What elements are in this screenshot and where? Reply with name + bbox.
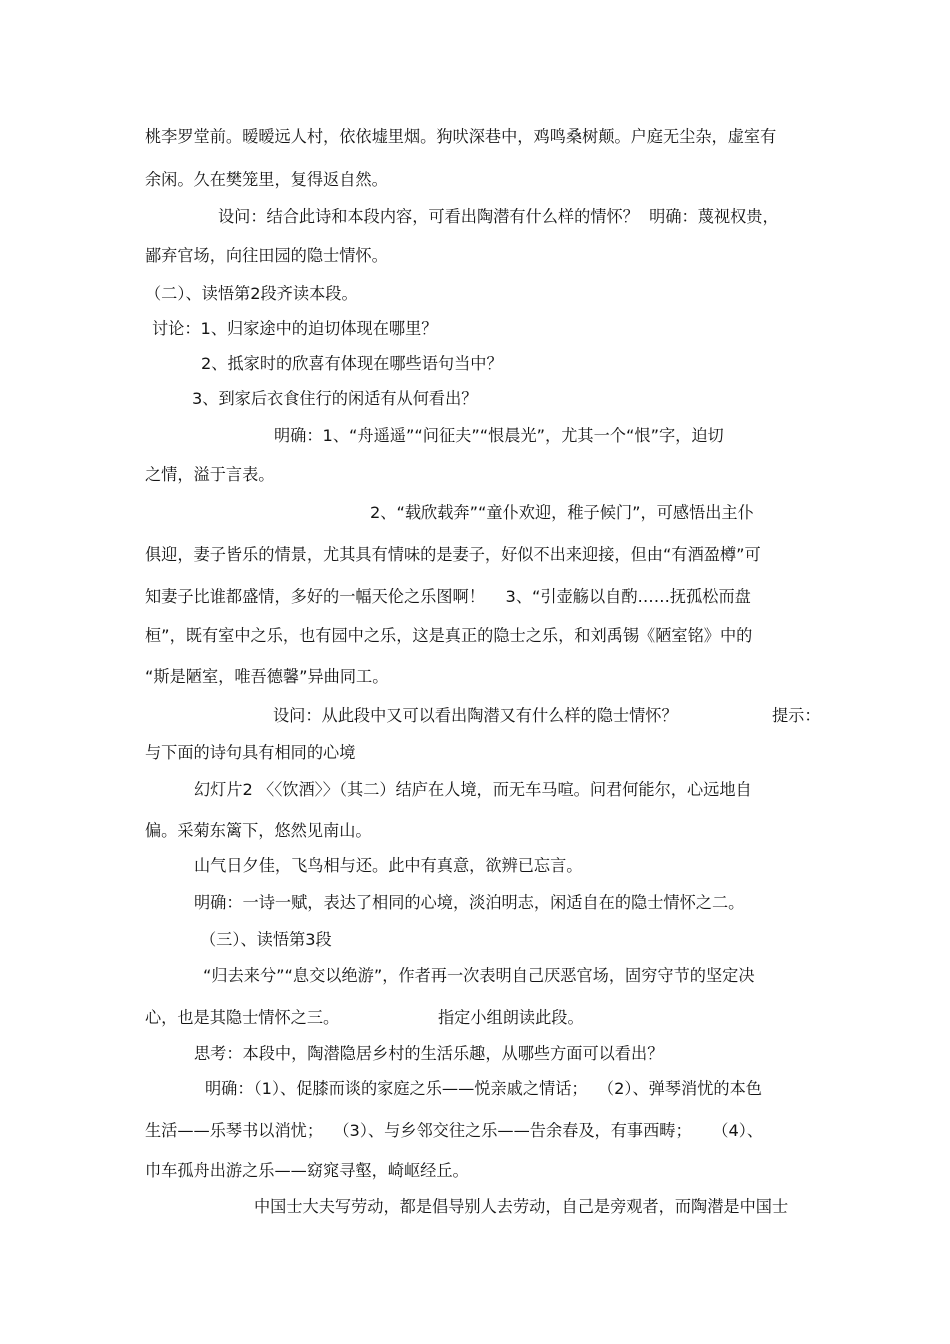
text-line: 知妻子比谁都盛情，多好的一幅天伦之乐图啊！ 3、“引壶觞以自酌……抚孤松而盘	[145, 587, 751, 606]
text-line: 2、抵家时的欣喜有体现在哪些语句当中？	[201, 354, 503, 373]
text-line: 桓”，既有室中之乐，也有园中之乐，这是真正的隐士之乐，和刘禹锡《陋室铭》中的	[145, 626, 753, 645]
text-line: 讨论：1、归家途中的迫切体现在哪里？	[152, 319, 438, 338]
text-line: 提示：	[772, 706, 821, 725]
text-line: 桃李罗堂前。暧暧远人村，依依墟里烟。狗吠深巷中，鸡鸣桑树颠。户庭无尘杂，虚室有	[145, 127, 777, 146]
text-line: “归去来兮”“息交以绝游”，作者再一次表明自己厌恶官场，固穷守节的坚定决	[203, 966, 755, 985]
text-line: 设问：从此段中又可以看出陶潜又有什么样的隐士情怀？	[273, 706, 678, 725]
text-line: 山气日夕佳，飞鸟相与还。此中有真意，欲辨已忘言。	[194, 856, 583, 875]
text-line: 明确：一诗一赋，表达了相同的心境，淡泊明志，闲适自在的隐士情怀之二。	[194, 893, 745, 912]
section-heading: （三）、读悟第3段	[200, 930, 332, 949]
text-line: “斯是陋室，唯吾德馨”异曲同工。	[145, 667, 389, 686]
text-line: 幻灯片2 〈〈饮酒〉〉（其二）结庐在人境，而无车马喧。问君何能尔，心远地自	[194, 780, 752, 799]
text-line: 中国士大夫写劳动，都是倡导别人去劳动，自己是旁观者，而陶潜是中国士	[254, 1197, 789, 1216]
text-line: 3、到家后衣食住行的闲适有从何看出？	[192, 389, 478, 408]
text-line: 鄙弃官场，向往田园的隐士情怀。	[145, 246, 388, 265]
text-line: 思考：本段中，陶潜隐居乡村的生活乐趣，从哪些方面可以看出？	[194, 1044, 664, 1063]
text-line: 明确：1、“舟遥遥”“问征夫”“恨晨光”，尤其一个“恨”字，迫切	[274, 426, 724, 445]
text-line: 2、“载欣载奔”“童仆欢迎，稚子候门”，可感悟出主仆	[370, 503, 754, 522]
section-heading: （二）、读悟第2段齐读本段。	[145, 284, 358, 303]
text-line: 明确：（1）、促膝而谈的家庭之乐——悦亲戚之情话； （2）、弹琴消忧的本色	[205, 1079, 762, 1098]
text-line: 巾车孤舟出游之乐——窈窕寻壑，崎岖经丘。	[145, 1161, 469, 1180]
text-line: 生活——乐琴书以消忧； （3）、与乡邻交往之乐——告余春及，有事西畴； （4）、	[145, 1121, 764, 1140]
text-line: 之情，溢于言表。	[145, 465, 275, 484]
text-line: 心，也是其隐士情怀之三。	[145, 1008, 340, 1027]
text-line: 与下面的诗句具有相同的心境	[145, 743, 356, 762]
text-line: 俱迎，妻子皆乐的情景，尤其具有情味的是妻子，好似不出来迎接，但由“有酒盈樽”可	[145, 545, 761, 564]
text-line: 指定小组朗读此段。	[438, 1008, 584, 1027]
text-line: 设问：结合此诗和本段内容，可看出陶潜有什么样的情怀？ 明确：蔑视权贵，	[218, 207, 779, 226]
text-line: 余闲。久在樊笼里，复得返自然。	[145, 170, 388, 189]
text-line: 偏。采菊东篱下，悠然见南山。	[145, 821, 372, 840]
